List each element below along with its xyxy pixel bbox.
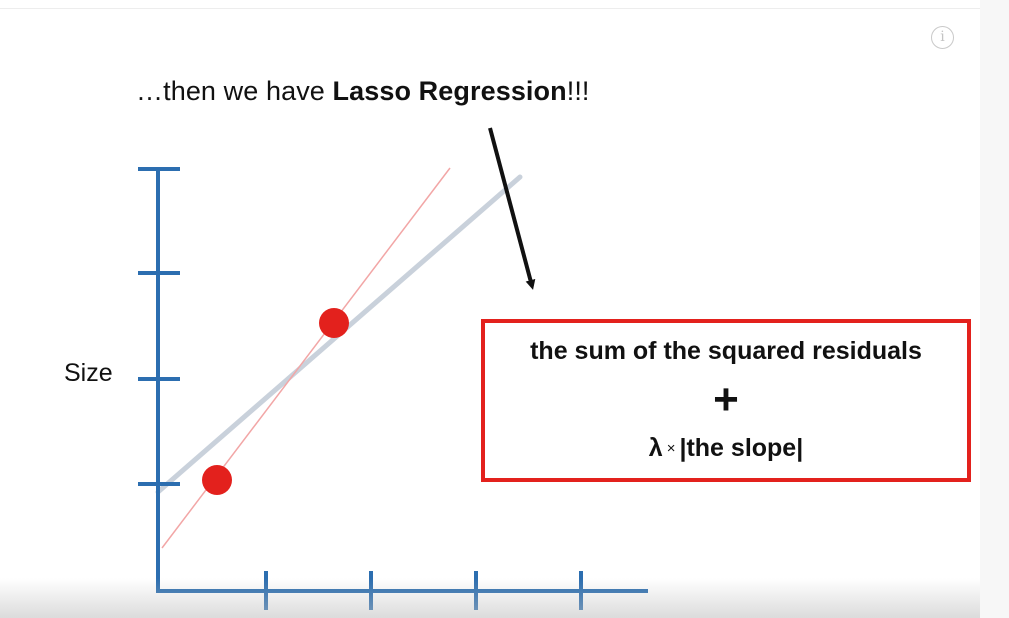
pointer-arrow xyxy=(490,128,532,286)
y-axis-label: Size xyxy=(64,359,113,387)
right-gutter xyxy=(980,0,1009,618)
lambda-slope-term xyxy=(485,434,967,463)
data-point xyxy=(319,308,349,338)
info-icon: i xyxy=(940,29,945,45)
plus-sign: + xyxy=(713,375,739,424)
lasso-penalty-box xyxy=(481,319,971,482)
times-sign: × xyxy=(666,440,676,457)
abs-slope-text: |the slope| xyxy=(679,434,804,462)
sum-squared-residuals-text: the sum of the squared residuals xyxy=(530,337,922,365)
headline-suffix: !!! xyxy=(566,76,590,106)
headline-emphasis: Lasso Regression xyxy=(332,76,567,106)
bottom-shadow xyxy=(0,578,980,618)
headline-prefix: …then we have xyxy=(136,76,333,106)
least-squares-line xyxy=(162,168,450,548)
lambda-symbol: λ xyxy=(648,434,663,462)
data-point xyxy=(202,465,232,495)
